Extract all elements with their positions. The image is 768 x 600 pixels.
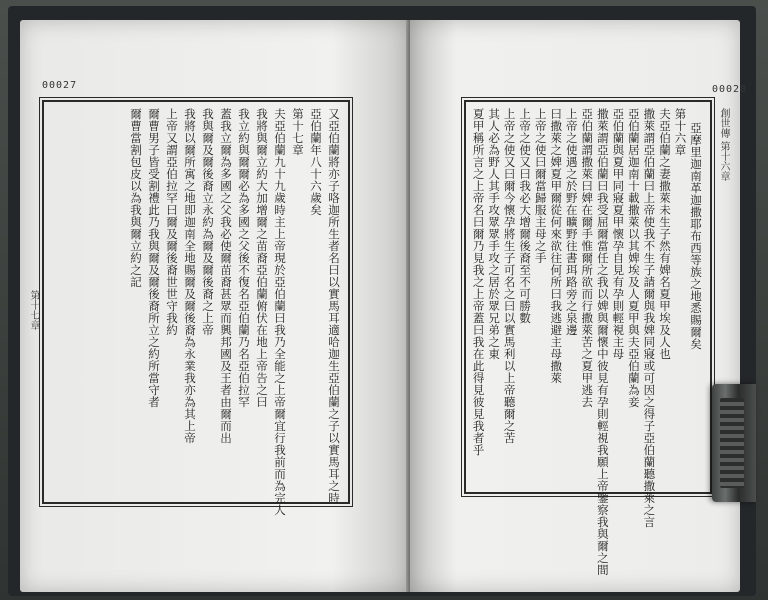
- text-column: 夫亞伯蘭之妻撒萊未生子然有婢名夏甲埃及人也: [658, 108, 672, 360]
- text-column: 第十七章: [291, 108, 305, 156]
- left-margin-note: 第十七章: [28, 290, 39, 330]
- text-column: 其人必為野人其手攻眾眾手攻之居於眾兄弟之東: [487, 108, 502, 360]
- right-margin-note: 創世傳 第十六章: [718, 108, 729, 182]
- text-column: 亞伯蘭居迦南十載撒萊以其婢埃及人夏甲與夫亞伯蘭為妾: [627, 108, 641, 408]
- text-column: 亞伯蘭與夏甲同寢夏甲懷孕自見有孕則輕視主母: [611, 108, 626, 360]
- open-book: [8, 6, 756, 596]
- left-text-columns: [44, 102, 348, 516]
- left-page-number: 00027: [42, 80, 78, 91]
- text-column: 亞伯蘭年八十六歲矣: [309, 108, 323, 216]
- right-page: [410, 20, 748, 592]
- text-column: 我與爾及爾後裔立永約為爾及爾後裔之上帝: [201, 108, 215, 336]
- text-column: 上帝又謂亞伯拉罕曰爾及爾後裔世世守我約: [165, 108, 179, 336]
- text-column: 我立約與爾爾必為多國之父後不復名亞伯蘭乃名亞伯拉罕: [237, 108, 251, 408]
- text-column: 我將以爾所寓之地即迦南全地賜爾及爾後裔為永業我亦為其上帝: [183, 108, 197, 444]
- text-column: 上帝之使遇之於野在曠野往書珥路旁之泉邊: [565, 108, 579, 336]
- text-column: 蓋我立爾為多國之父我必使爾苗裔甚眾而興邦國及王者由爾而出: [219, 108, 233, 444]
- text-column: 夏甲稱所言之上帝名曰爾乃見我之上帝蓋曰我在此得見彼見我者乎: [472, 108, 486, 456]
- text-column: 上帝之使曰爾當歸服主母之手: [534, 108, 548, 264]
- page-clip: [712, 384, 756, 502]
- right-page-number: 00028: [712, 84, 748, 95]
- text-column: 撒萊謂亞伯蘭曰我受屈爾當任之我以婢與爾懷中彼見有孕則輕視我願上帝鑒察我與爾之間: [596, 108, 610, 576]
- text-column: 爾曹男子皆受割禮此乃我與爾及爾後裔所立之約所當守者: [147, 108, 161, 408]
- right-text-frame: [464, 100, 712, 576]
- text-column: 上帝之使又曰爾今懷孕將生子可名之曰以實馬利以上帝聽爾之苦: [503, 108, 517, 444]
- chapter-heading-line: 亞摩里迦南革迦撒耶布西等族之地悉賜爾矣: [689, 122, 703, 350]
- text-column: 我將與爾立約大加增爾之苗裔亞伯蘭俯伏在地上帝告之曰: [255, 108, 269, 408]
- left-text-frame: [42, 100, 350, 516]
- text-column: 又亞伯蘭將亦子咯迦所生者名曰以實馬耳適哈迦生亞伯蘭之子以實馬耳之時: [327, 108, 341, 504]
- text-column: 曰撒萊之婢夏甲爾從何來欲往何所曰我逃避主母撒萊: [549, 108, 564, 384]
- text-column: 夫亞伯蘭九十九歲時主上帝現於亞伯蘭曰我乃全能之上帝爾宜行我前而為完人: [273, 108, 287, 516]
- left-page: [20, 20, 410, 592]
- right-text-columns: [466, 102, 710, 576]
- text-column: 爾曹當割包皮以為我與爾立約之記: [129, 108, 143, 288]
- text-column: 第十六章: [673, 108, 688, 156]
- text-column: 亞伯蘭謂撒萊曰婢在爾手惟爾所欲而行撒萊苦之夏甲逃去: [580, 108, 595, 408]
- text-column: 上帝之使又曰我必大增爾後裔至不可勝數: [518, 108, 533, 324]
- text-column: 撒萊謂亞伯蘭曰上帝使我不生子請爾與我婢同寢或可因之得子亞伯蘭聽撒萊之言: [642, 108, 657, 528]
